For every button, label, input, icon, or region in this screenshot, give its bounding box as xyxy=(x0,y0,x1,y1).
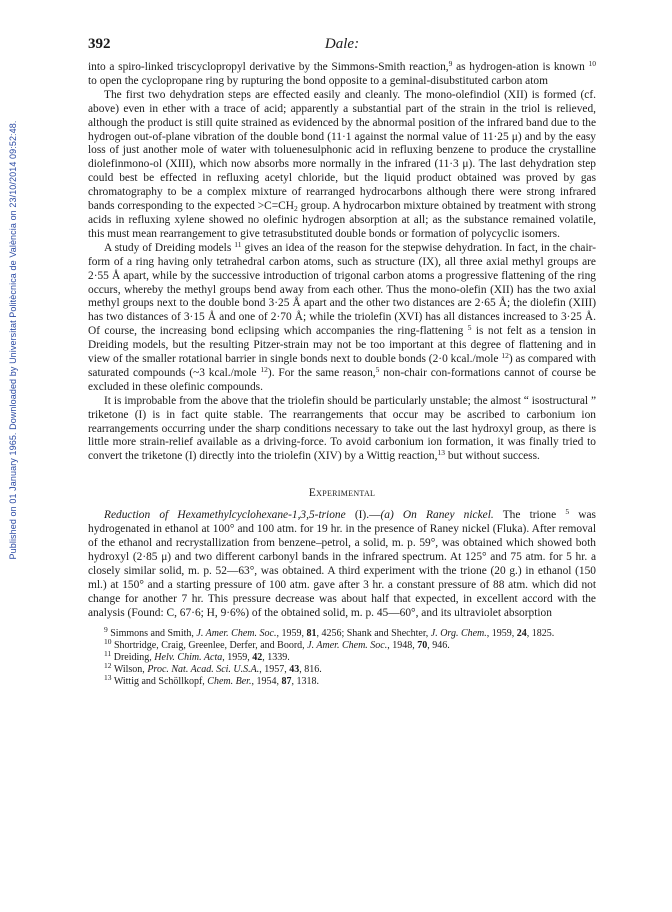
volume-number: 42 xyxy=(252,652,263,664)
text-run: , 1948, xyxy=(387,640,418,652)
page-header xyxy=(88,36,596,56)
reference-marker: 11 xyxy=(234,239,242,249)
journal-name: J. Org. Chem. xyxy=(430,628,487,640)
journal-name: Chem. Ber. xyxy=(207,675,252,687)
text-run: , 946. xyxy=(427,640,450,652)
reference-marker: 5 xyxy=(565,507,570,517)
volume-number: 43 xyxy=(289,663,300,675)
reference-marker: 12 xyxy=(260,364,268,374)
page-number: 392 xyxy=(88,36,111,52)
footnote xyxy=(88,672,596,688)
text-run: It is improbable from the above that the triolefin should be particularly unstable; the almost “ isostructural ” triketone (I) is in fact quite stable. The rearrangements that occur may be ascribed to carbonium ion rearrangements occurring under the sharp conditions necessary to take out the last hydroxyl group, as there is little more strain-relief available as a driving-force. To avoid carbonium ion formation, it was finally tried to convert the triketone (I) directly into the triolefin (XIV) by a Wittig reaction, xyxy=(88,394,596,463)
text-run: Dreiding, xyxy=(111,652,155,664)
text-run: The trione xyxy=(493,509,566,522)
text-run: Simmons and Smith, xyxy=(107,628,197,640)
subscript: 2 xyxy=(293,204,298,214)
reference-marker: 9 xyxy=(448,59,453,68)
experiment-method: (a) On Raney nickel. xyxy=(380,509,494,522)
journal-name: J. Amer. Chem. Soc. xyxy=(196,628,277,640)
running-head: Dale: xyxy=(324,36,360,52)
text-run: , 816. xyxy=(299,663,322,675)
journal-name: J. Amer. Chem. Soc. xyxy=(307,640,388,652)
text-run: Shortridge, Craig, Greenlee, Derfer, and Boord, xyxy=(111,640,308,652)
text-run: Wittig and Schöllkopf, xyxy=(111,675,208,687)
reference-marker: 5 xyxy=(375,364,380,374)
footnotes xyxy=(88,625,596,687)
text-run: gives an idea of the reason for the stepwise dehydration. In fact, in the chair-form of a ring having only tetrahedral carbon atoms, such as structure (IX), all three axial methyl groups are 2·55 Å apart, while by the successive introduction of trigonal carbon atoms a progressive flattening of the ring occurs, whereby the methyl groups bend away from each other. Thus the mono-olefin (XII) has the two axial methyl groups next to the double bond 3·25 Å apart and the other two distances are 2·65 Å; the diolefin (XIII) has two distances of 3·15 Å and one of 2·70 Å; while the triolefin (XVI) has all distances increased to 3·25 Å. Of course, the increasing bond eclipsing which accompanies the ring-flattening xyxy=(88,241,596,338)
text-run: into a spiro-linked triscyclopropyl derivative by the Simmons-Smith reaction, xyxy=(88,61,449,73)
paragraph-continuation xyxy=(88,61,596,89)
text-run: , 1959, xyxy=(222,652,253,664)
publication-sidebar-note xyxy=(4,100,22,580)
text-run: to open the cyclopropane ring by rupturing the bond opposite to a geminal-disubstituted carbon atom xyxy=(88,74,548,87)
reference-marker: 5 xyxy=(467,323,472,333)
footnote-number: 9 xyxy=(104,625,108,635)
reference-marker: 13 xyxy=(437,448,445,458)
footnote-number: 11 xyxy=(104,649,112,659)
volume-number: 24 xyxy=(516,628,527,640)
text-run: , 1959, xyxy=(486,628,517,640)
text-run: (I).— xyxy=(345,509,381,522)
footnote-number: 10 xyxy=(104,637,112,647)
text-run: non-chair con-formations cannot of course be excluded in these olefinic compounds. xyxy=(88,366,596,393)
publication-sidebar-text: Published on 01 January 1965. Downloaded by Universitat Politècnica de València on 23/10/2014 09:52:48. xyxy=(8,120,18,560)
footnote xyxy=(88,660,596,676)
paragraph-dehydration xyxy=(88,89,596,242)
text-run: ) as compared with saturated compounds (~3 kcal./mole xyxy=(88,353,596,379)
experiment-title: Reduction of Hexamethylcyclohexane-1,3,5-trione xyxy=(104,509,346,522)
reference-marker: 12 xyxy=(501,351,509,361)
text-run: , 1825. xyxy=(526,628,555,640)
text-run: A study of Dreiding models xyxy=(104,241,235,254)
text-run: , 1957, xyxy=(259,663,290,675)
text-run: The first two dehydration steps are effected easily and cleanly. The mono-olefindiol (XII) is formed (cf. above) even in ether with a trace of acid; apparently a substantial part of the strain in the triol is relieved, although the product is still quite strained as evidenced by the abnormal position of the infrared band due to the hydrogen out-of-plane vibration of the double bond (11·1 against the normal value of 11·25 μ) and by the easy loss of just another mole of water with toluenesulphonic acid in refluxing benzene to produce the crystalline diolefinmono-ol (XIII), which now absorbs more normally in the infrared (11·3 μ). The last dehydration step could best be effected in refluxing acetyl chloride, but the liquid product obtained was proved by gas chromatography to be a complex mixture of rearranged hydrocarbons although there were strong infrared bands corresponding to the expected >C=CH xyxy=(88,88,596,213)
footnote xyxy=(88,649,596,664)
text-run: , 1954, xyxy=(251,675,282,687)
section-heading-experimental: Experimental xyxy=(308,486,376,500)
text-run: Wilson, xyxy=(111,663,148,675)
text-run: but without success. xyxy=(444,450,540,463)
text-run: is not felt as a tension in Dreiding models, but the resulting Pitzer-strain may not be too important at this degree of flattening and in view of the smaller rotational barrier in single bonds next to double bonds (2·0 kcal./mole xyxy=(88,325,596,366)
volume-number: 87 xyxy=(281,675,292,687)
text-run: group. A hydrocarbon mixture obtained by treatment with strong acids in refluxing xylene showed no olefinic hydrogen absorption at all; as the substance remained volatile, this must mean rearrangement to give tetrasubstituted double bonds or formation of polycyclic isomers. xyxy=(88,200,596,240)
paragraph-experimental xyxy=(88,509,596,620)
footnote xyxy=(88,625,596,640)
text-run: , 1339. xyxy=(262,652,290,664)
text-run: ). For the same reason, xyxy=(267,366,376,379)
footnote xyxy=(88,637,596,652)
paragraph-dreiding-models xyxy=(88,239,596,395)
footnote-number: 13 xyxy=(104,672,112,682)
volume-number: 70 xyxy=(417,640,428,652)
text-run: as hydrogen-ation is known xyxy=(452,61,589,73)
text-run: , 1318. xyxy=(291,675,319,687)
reference-marker: 10 xyxy=(588,59,597,68)
text-run: , 1959, xyxy=(276,628,307,640)
journal-name: Helv. Chim. Acta xyxy=(154,652,223,664)
volume-number: 81 xyxy=(306,628,317,640)
text-run: , 4256; Shank and Shechter, xyxy=(316,628,431,640)
text-run: was hydrogenated in ethanol at 100° and 100 atm. for 19 hr. in the presence of Raney nickel (Fluka). After removal of the ethanol and recrystallization from benzene–petrol, a solid, m. p. 59°, was obtained which showed both hydroxyl (2·85 μ) and two different carbonyl bands in the infrared spectrum. At 125° and 75 atm. for 5 hr. a closely similar solid, m. p. 52—63°, was obtained. A third experiment with the trione (20 g.) in ethanol (150 ml.) at 150° and a starting pressure of 100 atm. gave after 3 hr. a constant pressure of 88 atm. which did not change for another 7 hr. This pressure decrease was about half that expected, in excellent accord with the analysis (Found: C, 67·6; H, 9·6%) of the obtained solid, m. p. 45—60°, and its ultraviolet absorption xyxy=(88,509,596,619)
article-body xyxy=(88,61,596,687)
footnote-number: 12 xyxy=(104,660,112,670)
journal-name: Proc. Nat. Acad. Sci. U.S.A. xyxy=(147,663,260,675)
paragraph-triolefin xyxy=(88,395,596,465)
